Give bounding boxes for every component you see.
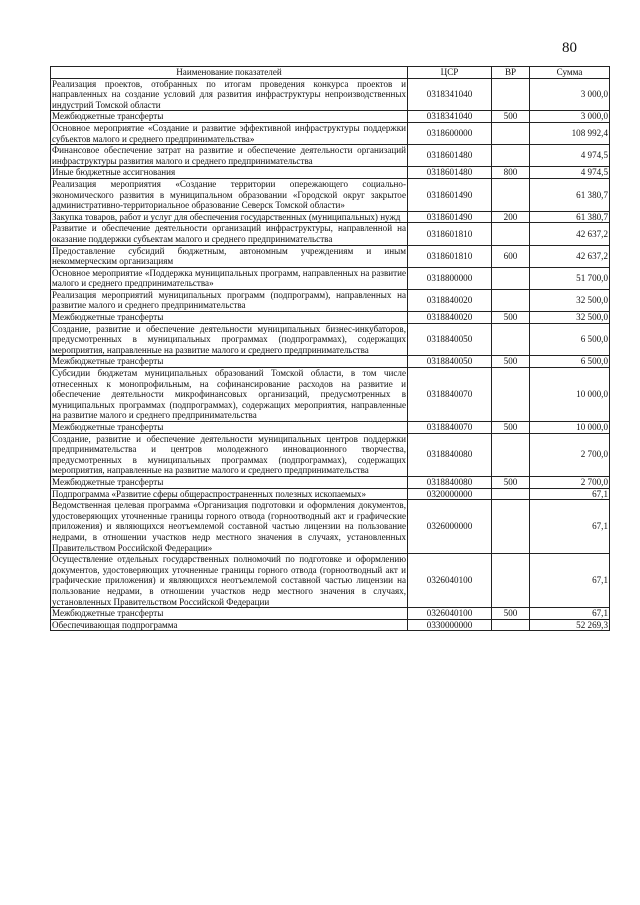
- row-name: Закупка товаров, работ и услуг для обеспечения государственных (муниципальных) нужд: [51, 211, 408, 223]
- table-row: [51, 167, 610, 179]
- row-name: Субсидии бюджетам муниципальных образований Томской области, в том числе отнесенных к монопрофильным, на софинансирование расходов на развитие и обеспечение деятельности микрофинансовых организаций, предусмотренных в муниципальных программах (подпрограммах), содержащих мероприятия, направленные на развитие малого и среднего предпринимательства: [52, 368, 406, 421]
- row-vr: [492, 619, 530, 631]
- row-vr: [492, 488, 530, 500]
- budget-table: [50, 66, 610, 631]
- row-sum: 6 500,0: [530, 323, 610, 356]
- row-code: 0318840050: [408, 356, 492, 368]
- row-name: Подпрограмма «Развитие сферы общераспространенных полезных ископаемых»: [51, 488, 408, 500]
- row-code: 0318840020: [408, 312, 492, 324]
- row-sum: 32 500,0: [530, 312, 610, 324]
- row-name: Основное мероприятие «Поддержка муниципальных программ, направленных на развитие малого и среднего предпринимательства»: [52, 267, 406, 289]
- row-vr: 500: [492, 111, 530, 123]
- row-name: Реализация мероприятия «Создание территории опережающего социально-экономического развития в муниципальном образовании «Городской округ закрытое административно-территориальное образование Северск Томской области»: [52, 178, 406, 211]
- table-row: [51, 619, 610, 631]
- page-number: 80: [562, 40, 577, 56]
- table-row: [51, 500, 610, 554]
- table-row: [51, 368, 610, 422]
- row-name: Межбюджетные трансферты: [51, 111, 408, 123]
- row-sum: 2 700,0: [530, 476, 610, 488]
- row-vr: [492, 122, 530, 144]
- row-name: Финансовое обеспечение затрат на развитие и обеспечение деятельности организаций инфраструктуры развития малого и среднего предпринимательства: [52, 145, 406, 166]
- row-code: 0318840070: [408, 422, 492, 434]
- row-sum: 32 500,0: [530, 289, 610, 311]
- row-name: Межбюджетные трансферты: [51, 422, 408, 434]
- table-row: [51, 289, 610, 311]
- row-vr: 500: [492, 356, 530, 368]
- table-row: [51, 78, 610, 111]
- row-name: Ведомственная целевая программа «Организация подготовки и оформления документов, удостоверяющих уточненные границы горного отвода (горноотводный акт и графические приложения) и являющихся неотъемлемой составной частью лицензии на пользование недрами, в отношении участков недр местного значения в случаях, установленных Правительством Российской Федерации»: [52, 500, 406, 553]
- row-vr: [492, 289, 530, 311]
- row-sum: 3 000,0: [530, 78, 610, 111]
- table-row: [51, 356, 610, 368]
- row-code: 0326000000: [408, 500, 492, 554]
- row-vr: [492, 78, 530, 111]
- table-row: [51, 554, 610, 608]
- table-row: [51, 433, 610, 476]
- row-vr: [492, 500, 530, 554]
- row-vr: [492, 554, 530, 608]
- table-row: [51, 178, 610, 211]
- row-sum: 4 974,5: [530, 167, 610, 179]
- table-row: [51, 323, 610, 356]
- row-name: Межбюджетные трансферты: [51, 312, 408, 324]
- row-name: Иные бюджетные ассигнования: [51, 167, 408, 179]
- row-name: Межбюджетные трансферты: [51, 608, 408, 620]
- row-sum: 6 500,0: [530, 356, 610, 368]
- row-code: 0318341040: [408, 111, 492, 123]
- row-name: Межбюджетные трансферты: [51, 476, 408, 488]
- table-row: [51, 122, 610, 144]
- table-row: [51, 312, 610, 324]
- table-row: [51, 267, 610, 289]
- row-sum: 61 380,7: [530, 178, 610, 211]
- row-sum: 42 637,2: [530, 223, 610, 245]
- row-code: 0318601490: [408, 211, 492, 223]
- row-code: 0318840050: [408, 323, 492, 356]
- row-name: Основное мероприятие «Создание и развитие эффективной инфраструктуры поддержки субъектов малого и среднего предпринимательства»: [52, 122, 406, 144]
- row-vr: [492, 223, 530, 245]
- row-sum: 67,1: [530, 608, 610, 620]
- row-code: 0320000000: [408, 488, 492, 500]
- row-vr: [492, 433, 530, 476]
- table-row: [51, 223, 610, 245]
- row-vr: [492, 145, 530, 167]
- header-name: Наименование показателей: [51, 67, 408, 79]
- row-sum: 3 000,0: [530, 111, 610, 123]
- row-sum: 2 700,0: [530, 433, 610, 476]
- row-code: 0318601480: [408, 145, 492, 167]
- row-sum: 52 269,3: [530, 619, 610, 631]
- row-code: 0318840070: [408, 368, 492, 422]
- table-row: [51, 145, 610, 167]
- row-vr: 800: [492, 167, 530, 179]
- row-sum: 67,1: [530, 488, 610, 500]
- row-code: 0318800000: [408, 267, 492, 289]
- row-sum: 10 000,0: [530, 368, 610, 422]
- row-vr: 500: [492, 422, 530, 434]
- row-vr: [492, 267, 530, 289]
- row-vr: [492, 178, 530, 211]
- row-sum: 61 380,7: [530, 211, 610, 223]
- row-name: Реализация проектов, отобранных по итогам проведения конкурса проектов и направленных на создание условий для развития инфраструктуры непроизводственных индустрий Томской области: [52, 78, 406, 110]
- header-code: ЦСР: [408, 67, 492, 79]
- row-code: 0318341040: [408, 78, 492, 111]
- row-code: 0318601810: [408, 223, 492, 245]
- row-sum: 67,1: [530, 500, 610, 554]
- row-sum: 51 700,0: [530, 267, 610, 289]
- row-name: Межбюджетные трансферты: [51, 356, 408, 368]
- row-vr: 600: [492, 245, 530, 267]
- header-sum: Сумма: [530, 67, 610, 79]
- table-row: [51, 488, 610, 500]
- table-body: [51, 78, 610, 631]
- row-code: 0318840020: [408, 289, 492, 311]
- row-vr: [492, 323, 530, 356]
- row-name: Развитие и обеспечение деятельности организаций инфраструктуры, направленной на оказание поддержки субъектам малого и среднего предпринимательства: [52, 223, 406, 244]
- row-vr: 500: [492, 476, 530, 488]
- row-sum: 4 974,5: [530, 145, 610, 167]
- table-row: [51, 422, 610, 434]
- table-row: [51, 211, 610, 223]
- row-sum: 108 992,4: [530, 122, 610, 144]
- header-vr: ВР: [492, 67, 530, 79]
- row-vr: 500: [492, 608, 530, 620]
- row-name: Обеспечивающая подпрограмма: [51, 619, 408, 631]
- row-code: 0318601490: [408, 178, 492, 211]
- row-name: Создание, развитие и обеспечение деятельности муниципальных центров поддержки предпринимательства и центров молодежного инновационного творчества, предусмотренных в муниципальных программах (подпрограммах), содержащих мероприятия, направленные на развитие малого и среднего предпринимательства: [52, 433, 406, 476]
- row-code: 0330000000: [408, 619, 492, 631]
- row-sum: 67,1: [530, 554, 610, 608]
- row-name: Реализация мероприятий муниципальных программ (подпрограмм), направленных на развитие малого и среднего предпринимательства: [52, 289, 406, 311]
- row-sum: 10 000,0: [530, 422, 610, 434]
- row-code: 0318600000: [408, 122, 492, 144]
- table-row: [51, 476, 610, 488]
- table-row: [51, 111, 610, 123]
- row-sum: 42 637,2: [530, 245, 610, 267]
- row-name: Создание, развитие и обеспечение деятельности муниципальных бизнес-инкубаторов, предусмотренных в муниципальных программах (подпрограммах), содержащих мероприятия, направленные на развитие малого и среднего предпринимательства: [52, 323, 406, 355]
- row-code: 0326040100: [408, 608, 492, 620]
- row-code: 0318601480: [408, 167, 492, 179]
- row-code: 0318840080: [408, 476, 492, 488]
- row-code: 0318601810: [408, 245, 492, 267]
- table-header-row: [51, 67, 610, 79]
- row-code: 0318840080: [408, 433, 492, 476]
- table-row: [51, 608, 610, 620]
- row-vr: 200: [492, 211, 530, 223]
- row-vr: 500: [492, 312, 530, 324]
- row-code: 0326040100: [408, 554, 492, 608]
- table-row: [51, 245, 610, 267]
- row-name: Предоставление субсидий бюджетным, автономным учреждениям и иным некоммерческим организациям: [52, 245, 406, 267]
- row-name: Осуществление отдельных государственных полномочий по подготовке и оформлению документов, удостоверяющих уточненные границы горного отвода (горноотводный акт и графические приложения) и являющихся неотъемлемой составной частью лицензии на пользование недрами, в отношении участков недр местного значения в случаях, установленных Правительством Российской Федерации: [52, 554, 406, 607]
- row-vr: [492, 368, 530, 422]
